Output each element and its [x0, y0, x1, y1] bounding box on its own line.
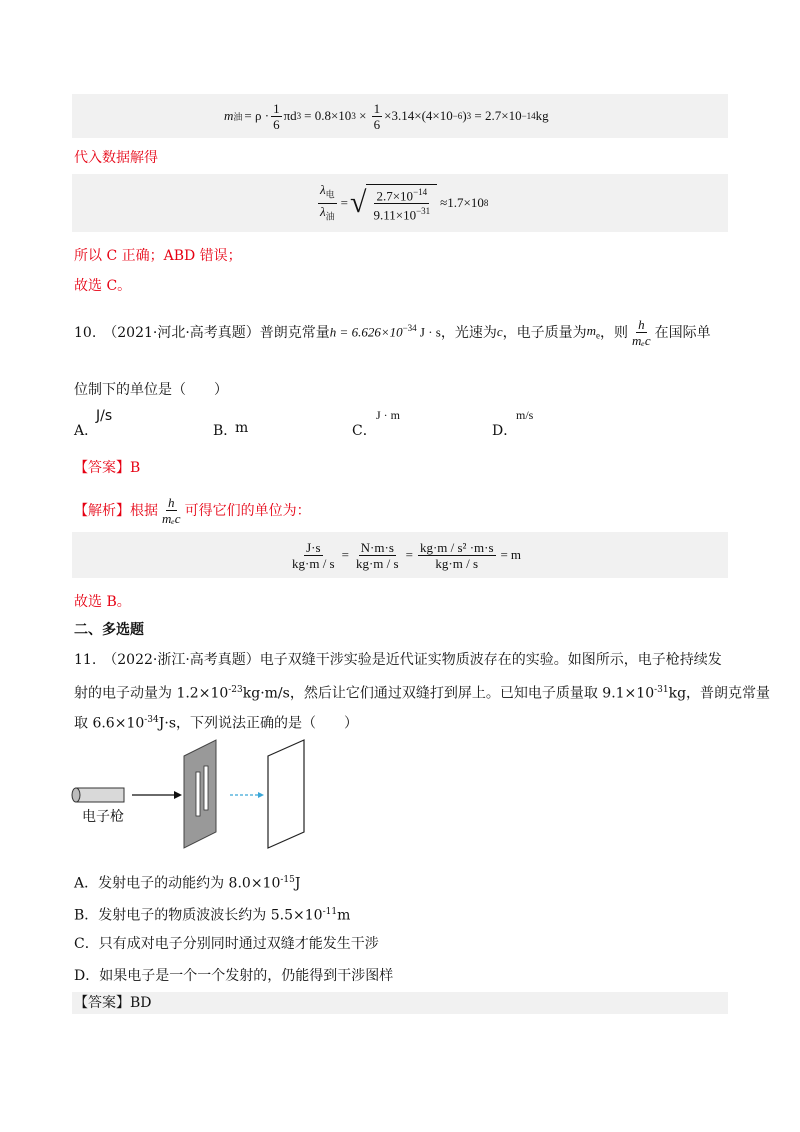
q11-stem-line3: 取 $6.6\times 10^{-34}J\cdot s$，下列说法正确的是（ ） [74, 715, 359, 732]
q10-fraction: $\frac{h}{\text{mₑc}}$ [632, 316, 651, 348]
q11-answer: 【答案】BD [74, 995, 152, 1011]
slit-2 [204, 766, 208, 810]
formula-ratio: $\frac{\lambda_电}{\lambda_油}$ = √ $\frac{2.7\times 10^{-14}}{9.11\times 10^{-31}}$ ≈1.7×10 8 [320, 181, 489, 223]
analysis-fraction: $\frac{h}{\text{mₑc}}$ [162, 494, 181, 526]
q10-answer: 【答案】B [74, 460, 141, 476]
q10-option-a[interactable]: A． J/s [74, 408, 113, 439]
screen [268, 740, 304, 848]
dashed-beam-head [258, 792, 264, 798]
double-slit-figure [70, 736, 330, 856]
q10-option-c[interactable]: C． J · m [352, 408, 400, 439]
electron-gun-icon [72, 788, 124, 802]
q11-option-b[interactable]: B．发射电子的物质波波长约为 $5.5\times 10^{-11}m$ [74, 907, 351, 924]
q10-choice: 故选 B。 [74, 594, 131, 610]
section-title: 二、多选题 [74, 622, 144, 638]
figure-label: 电子枪 [82, 809, 124, 825]
q10-stem-line2: 位制下的单位是（ ） [74, 382, 228, 398]
unit-formula: $\frac{J\cdot s}{kg\cdot m / s}$ = $\frac{N\cdot m\cdot s}{kg\cdot m / s}$ = $\frac{\text{kg·m / s² ·m·s}}{kg\cdot m / s}$ = m [292, 539, 521, 571]
conclusion-q9: 所以 C 正确；ABD 错误； [74, 248, 242, 264]
formula-mass: m 油 = ρ · $\frac{1}{6}$ πd 3 = 0.8×10 3 × $\frac{1}{6}$ ×3.14×(4×10 −6 ) 3 = 2.7×10 −14 kg [224, 100, 549, 132]
q10-stem-line1: 10. （2021·河北·高考真题）普朗克常量 $h = 6.626\times 10^{-34}$ J · s ，光速为 c ，电子质量为 $m_e$ ，则 $\frac{h}{\text{mₑc}}$ 在国际单 [74, 316, 711, 348]
q11-option-c[interactable]: C．只有成对电子分别同时通过双缝才能发生干涉 [74, 936, 379, 952]
sqrt-sign: √ $\frac{2.7\times 10^{-14}}{9.11\times 10^{-31}}$ [350, 184, 437, 223]
substitute-text: 代入数据解得 [74, 150, 158, 166]
q10-option-b[interactable]: B． m [213, 420, 249, 439]
q11-stem-line1: 11. （2022·浙江·高考真题）电子双缝干涉实验是近代证实物质波存在的实验。如图所示，电子枪持续发 [74, 652, 722, 668]
choice-q9: 故选 C。 [74, 278, 132, 294]
q11-option-d[interactable]: D．如果电子是一个一个发射的，仍能得到干涉图样 [74, 968, 394, 984]
q11-option-a[interactable]: A．发射电子的动能约为 $8.0\times 10^{-15}J$ [74, 875, 301, 892]
q10-analysis: 【解析】 根据 $\frac{h}{\text{mₑc}}$ 可得它们的单位为： [74, 494, 311, 526]
q10-option-d[interactable]: D． m/s [492, 408, 534, 439]
q11-answer-box [72, 992, 728, 1014]
arrow-head [174, 791, 182, 799]
slit-1 [196, 772, 200, 816]
q11-stem-line2: 射的电子动量为 $1.2\times 10^{-23}kg\cdot m/s$，然后让它们通过双缝打到屏上。已知电子质量取 $9.1\times 10^{-31}kg$，普朗克常量 [74, 685, 771, 702]
